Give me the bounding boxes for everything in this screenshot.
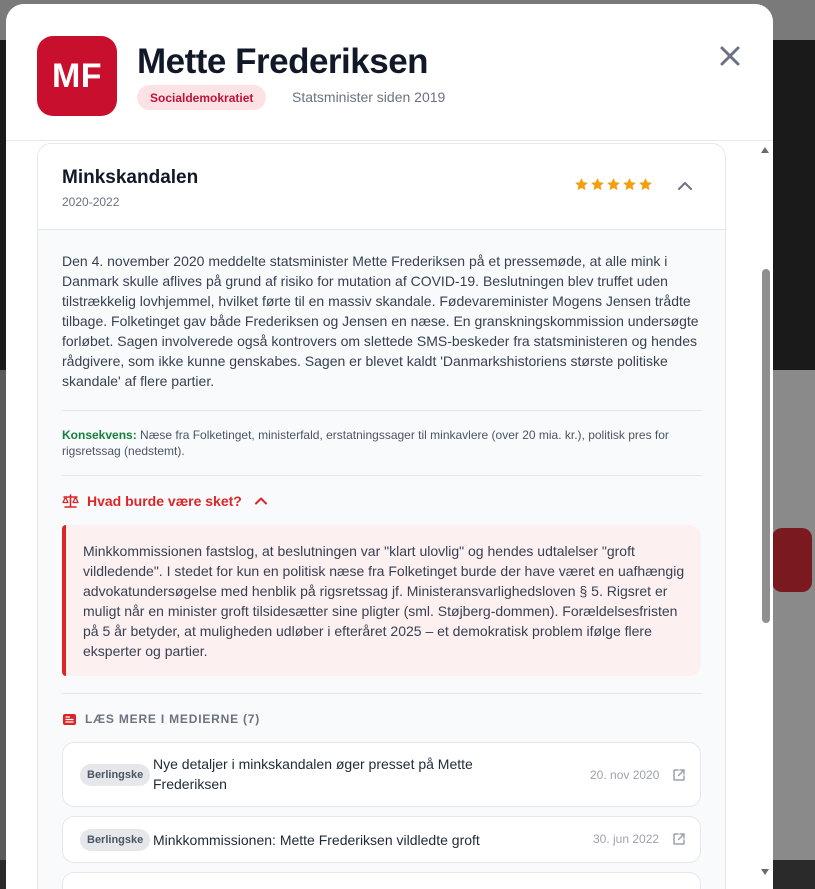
- media-heading: [62, 712, 260, 726]
- close-icon: [719, 45, 741, 67]
- should-text: Minkkommissionen fastslog, at beslutningen var "klart ulovlig" og hendes udtalelser "groft vildledende". I stedet for kun en politisk næse fra Folketinget burde der have været en uafhængig advokatundersøgelse med henblik på rigsretssag jf. Ministeransvarlighedsloven § 5. Rigsret er muligt når en minister groft tilsidesætter sine pligter (sml. Støjberg-dommen). Forældelsesfristen på 5 år betyder, at muligheden udløber i efteråret 2025 – et demokratisk problem ifølge flere eksperter og partier.: [62, 525, 701, 676]
- media-title: Minkkommissionen: Mette Frederiksen vildledte groft: [153, 832, 480, 848]
- politician-modal: [6, 4, 773, 889]
- chevron-up-icon[interactable]: [675, 176, 695, 196]
- severity-rating: [574, 177, 653, 192]
- media-label: LÆS MERE I MEDIERNE (7): [85, 712, 261, 726]
- avatar: MF: [37, 36, 117, 116]
- modal-content[interactable]: [6, 141, 773, 889]
- role-text: Statsminister siden 2019: [292, 89, 446, 105]
- should-toggle[interactable]: [62, 493, 268, 509]
- external-link-icon: [672, 768, 686, 782]
- media-item[interactable]: [62, 872, 701, 889]
- media-item[interactable]: [62, 816, 701, 863]
- scale-icon: [62, 494, 79, 509]
- external-link-icon: [672, 832, 686, 846]
- newspaper-icon: [62, 713, 77, 726]
- star-icon: [590, 177, 605, 192]
- case-title: Minkskandalen: [62, 167, 199, 188]
- media-source: Berlingske: [80, 829, 150, 851]
- close-button[interactable]: [712, 38, 748, 74]
- consequence-text: Næse fra Folketinget, ministerfald, erstatningssager til minkavlere (over 20 mia. kr.), politisk pres for rigsretssag (nedstemt).: [62, 428, 669, 458]
- scroll-up-arrow[interactable]: [761, 147, 769, 153]
- divider: [62, 475, 702, 476]
- should-label: Hvad burde være sket?: [87, 493, 242, 509]
- media-title: Nye detaljer i minkskandalen øger presset på Mette Frederiksen: [153, 756, 473, 792]
- media-item[interactable]: [62, 742, 701, 807]
- case-description: Den 4. november 2020 meddelte statsminister Mette Frederiksen på et pressemøde, at alle mink i Danmark skulle aflives på grund af risiko for mutation af COVID-19. Beslutningen blev truffet uden tilstrækkelig lovhjemmel, hvilket førte til en massiv skandale. Fødevareminister Mogens Jensen trådte tilbage. Folketinget gav både Frederiksen og Jensen en næse. En granskningskommission undersøgte forløbet. Sagen involverede også kontrovers om slettede SMS-beskeder fra statsministeren og hendes rådgivere, som ikke kunne genskabes. Sagen er blevet kaldt 'Danmarkshistoriens største politiske skandale' af flere partier.: [62, 253, 699, 389]
- divider: [62, 693, 702, 694]
- case-body: [38, 230, 726, 889]
- star-icon: [606, 177, 621, 192]
- scrollbar-thumb[interactable]: [762, 269, 770, 623]
- consequence-label: Konsekvens:: [62, 428, 137, 442]
- media-date: 20. nov 2020: [590, 768, 660, 782]
- scroll-down-arrow[interactable]: [761, 869, 769, 875]
- party-badge: Socialdemokratiet: [137, 85, 266, 110]
- star-icon: [574, 177, 589, 192]
- media-source: Berlingske: [80, 764, 150, 786]
- case-card: [37, 143, 726, 889]
- consequence: [62, 427, 702, 459]
- case-years: 2020-2022: [62, 195, 120, 209]
- modal-header: [6, 4, 773, 141]
- divider: [62, 410, 702, 411]
- star-icon: [622, 177, 637, 192]
- chevron-up-icon: [254, 494, 268, 508]
- star-icon: [638, 177, 653, 192]
- media-date: 30. jun 2022: [593, 832, 660, 846]
- background-avatar: [772, 528, 812, 592]
- politician-name: Mette Frederiksen: [137, 42, 429, 81]
- case-header[interactable]: [38, 144, 726, 230]
